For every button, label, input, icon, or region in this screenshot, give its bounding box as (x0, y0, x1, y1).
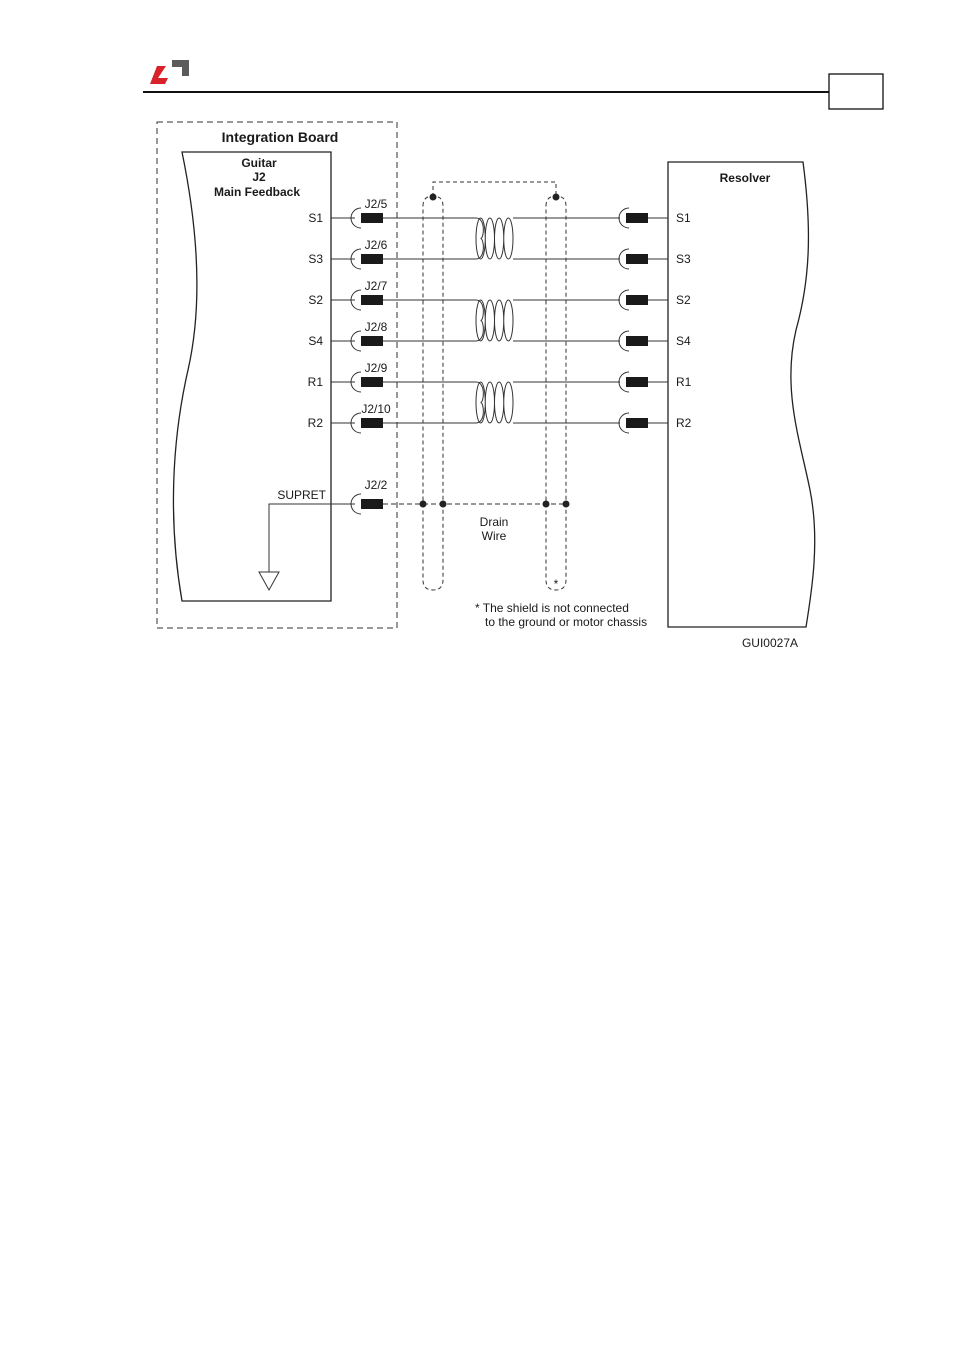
company-logo (150, 60, 189, 84)
shield-mark: * (553, 577, 559, 591)
drive-connector-pin-s3 (361, 254, 383, 264)
ground-symbol-icon (259, 572, 279, 590)
drive-connector-pin-s4 (361, 336, 383, 346)
drain-node-1 (420, 501, 427, 508)
signal-row-s3 (308, 238, 691, 269)
drive-connector-pin-s2 (361, 295, 383, 305)
logo-gray-shape (172, 60, 189, 76)
signal-row-s2 (308, 279, 691, 310)
connector-label-s4: J2/8 (364, 320, 388, 334)
resolver-box (668, 162, 815, 627)
supret-connector-label: J2/2 (364, 478, 388, 492)
twisted-pairs (476, 218, 513, 423)
page-number-box (829, 74, 883, 109)
drain-node-3 (543, 501, 550, 508)
drive-pin-label-s2: S2 (308, 293, 323, 307)
shield-bridge (433, 182, 556, 197)
drive-label-line-3: Main Feedback (213, 185, 301, 199)
resolver-pin-label-s1: S1 (676, 211, 691, 225)
resolver-connector-pin-s4 (626, 336, 648, 346)
resolver-pin-label-s3: S3 (676, 252, 691, 266)
supret-connector-pin (361, 499, 383, 509)
resolver-connector-pin-s2 (626, 295, 648, 305)
resolver-connector-pin-r2 (626, 418, 648, 428)
page-header (0, 0, 955, 115)
drive-pin-label-r1: R1 (307, 375, 323, 389)
drive-pin-label-s3: S3 (308, 252, 323, 266)
resolver-pin-label-s4: S4 (676, 334, 691, 348)
shield-bridge-node-right (553, 194, 560, 201)
drive-label-line-2: J2 (252, 170, 266, 184)
connector-label-r2: J2/10 (361, 402, 391, 416)
figure-id: GUI0027A (741, 636, 799, 650)
logo-red-shape (150, 66, 168, 84)
resolver-connector-pin-s1 (626, 213, 648, 223)
connector-label-s3: J2/6 (364, 238, 388, 252)
connector-label-s2: J2/7 (364, 279, 388, 293)
integration-board-label: Integration Board (221, 129, 339, 145)
drive-connector-pin-s1 (361, 213, 383, 223)
drive-pin-label-s1: S1 (308, 211, 323, 225)
resolver-connector-pin-s3 (626, 254, 648, 264)
resolver-pin-label-r1: R1 (676, 375, 692, 389)
drain-label-line-1: Drain (479, 515, 509, 529)
resolver-label: Resolver (719, 171, 771, 185)
drain-node-4 (563, 501, 570, 508)
drive-connector-pin-r1 (361, 377, 383, 387)
shield-right (546, 196, 566, 590)
connector-label-s1: J2/5 (364, 197, 388, 211)
resolver-pin-label-r2: R2 (676, 416, 692, 430)
shield-left (423, 196, 443, 590)
signal-row-s1 (308, 197, 691, 228)
signal-row-r2 (308, 402, 692, 433)
drive-pin-label-r2: R2 (307, 416, 323, 430)
signal-row-s4 (308, 320, 691, 351)
signal-row-r1 (308, 361, 692, 392)
resolver-pin-label-s2: S2 (676, 293, 691, 307)
drain-node-2 (440, 501, 447, 508)
supret-label: SUPRET (277, 488, 326, 502)
drive-pin-label-s4: S4 (308, 334, 323, 348)
shield-bridge-node-left (430, 194, 437, 201)
drive-connector-pin-r2 (361, 418, 383, 428)
wiring-diagram (0, 110, 955, 670)
drive-label-line-1: Guitar (241, 156, 277, 170)
supret-wire (269, 504, 355, 572)
signal-rows (308, 197, 692, 433)
drain-label-line-2: Wire (481, 529, 507, 543)
note-line-2: to the ground or motor chassis (485, 615, 648, 629)
connector-label-r1: J2/9 (364, 361, 388, 375)
resolver-connector-pin-r1 (626, 377, 648, 387)
note-line-1: * The shield is not connected (475, 601, 629, 615)
